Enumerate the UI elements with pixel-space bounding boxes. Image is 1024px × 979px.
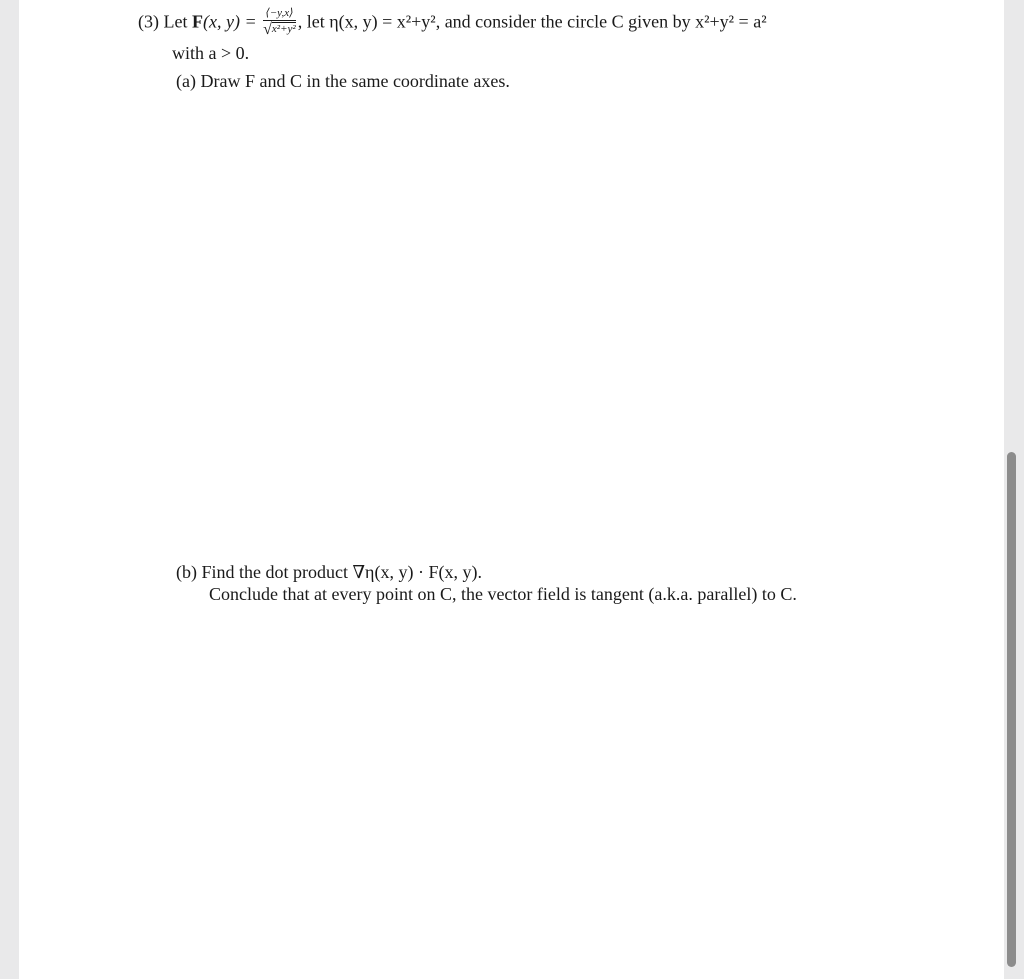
part-b bbox=[176, 561, 482, 583]
part-b-text: Find the dot product ∇η(x, y) · F(x, y). bbox=[201, 562, 482, 582]
part-b-label: (b) bbox=[176, 562, 197, 582]
problem-condition: with a > 0. bbox=[172, 43, 250, 63]
eta-definition: let η(x, y) = x²+y², and consider the circle C given by x²+y² = a² bbox=[306, 11, 767, 32]
scrollbar-thumb[interactable] bbox=[1007, 452, 1016, 967]
part-a bbox=[176, 70, 510, 92]
field-fraction bbox=[263, 7, 296, 38]
part-a-label: (a) bbox=[176, 71, 196, 91]
part-a-text: Draw F and C in the same coordinate axes. bbox=[200, 71, 510, 91]
field-args: (x, y) = bbox=[203, 11, 257, 32]
problem-number: (3) bbox=[138, 11, 159, 32]
intro-comma: , bbox=[297, 11, 303, 32]
intro-let: Let bbox=[163, 11, 188, 32]
field-numerator: ⟨−y,x⟩ bbox=[263, 8, 296, 21]
field-denominator-arg: x²+y² bbox=[271, 23, 296, 35]
part-b-conclusion: Conclude that at every point on C, the vector field is tangent (a.k.a. parallel) to C. bbox=[209, 584, 797, 604]
field-name: F bbox=[192, 11, 203, 32]
problem-statement-line-1 bbox=[138, 7, 767, 38]
field-denominator bbox=[263, 21, 296, 38]
document-page bbox=[19, 0, 1004, 979]
sqrt-symbol: √ bbox=[263, 21, 272, 38]
